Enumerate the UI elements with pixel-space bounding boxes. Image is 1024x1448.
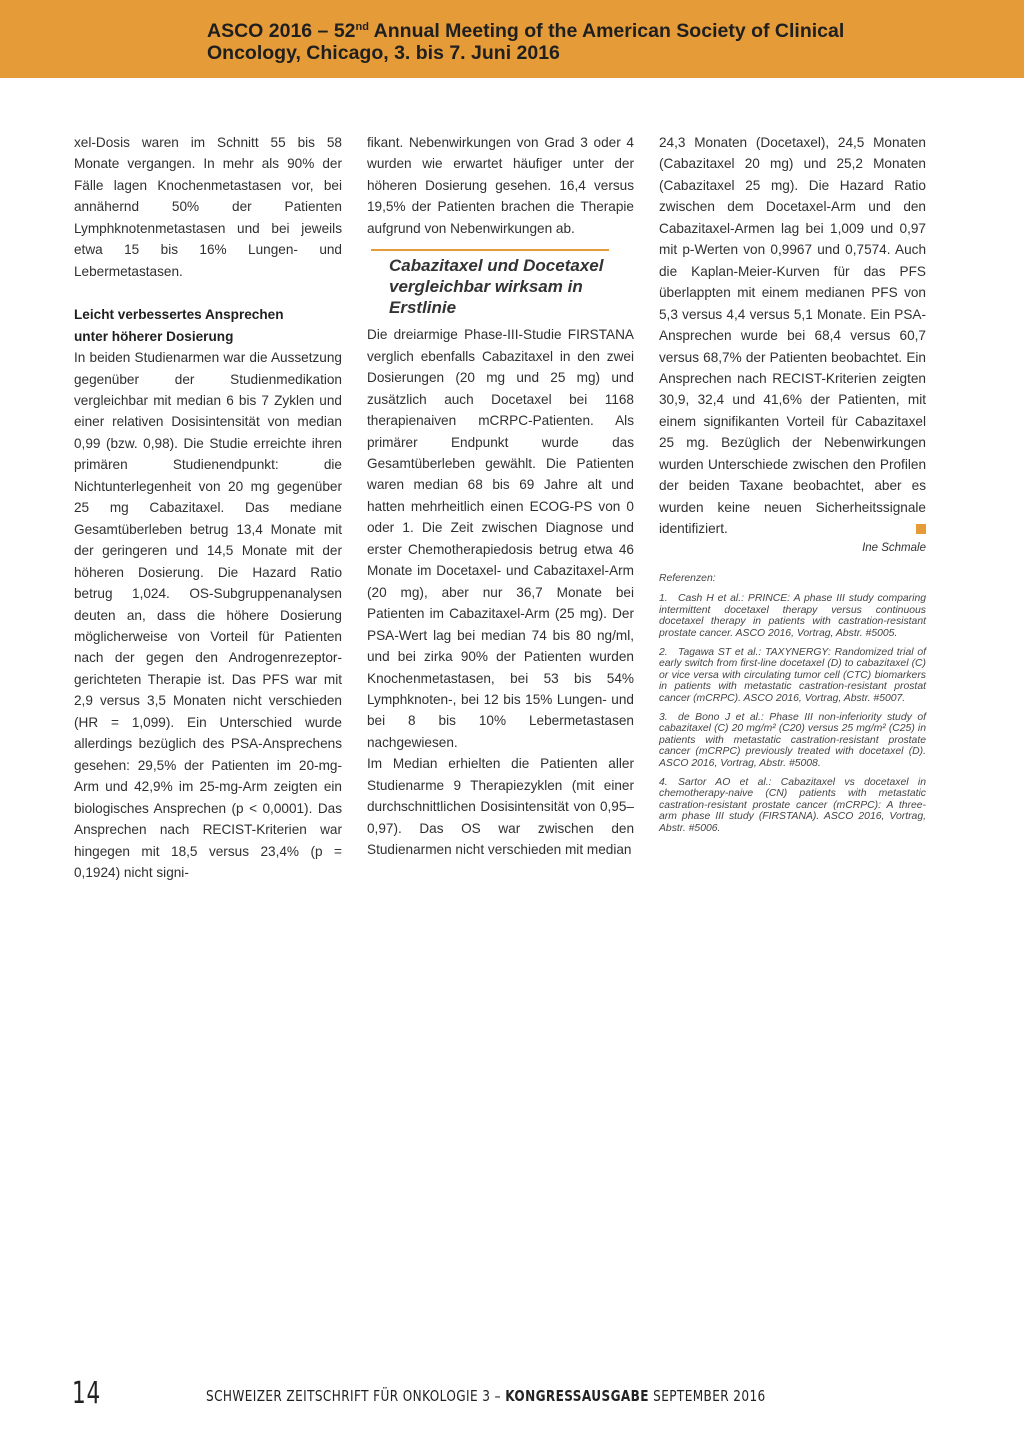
- journal-footer: [206, 1387, 830, 1405]
- reference-item: 3. de Bono J et al.: Phase III non-inferiority study of cabazitaxel (C) 20 mg/m² (C20) versus 25 mg/m² (C25) in patients with metastatic castration-resistant prostate cancer (mCRPC) previously treated with docetaxel (D). ASCO 2016, Vortrag, Abstr. #5008.: [659, 711, 926, 769]
- subheading: [74, 304, 342, 347]
- journal-date: SEPTEMBER 2016: [648, 1387, 766, 1405]
- text-column-2: [367, 132, 634, 861]
- section-highlight-heading: [389, 255, 634, 318]
- paragraph: [659, 132, 926, 540]
- highlight-line: Erstlinie: [389, 298, 457, 318]
- journal-edition: KONGRESSAUSGABE: [505, 1387, 649, 1405]
- subheading-line: unter höherer Dosierung: [74, 328, 234, 344]
- header-title-line1: [207, 20, 1007, 42]
- reference-item: 1. Cash H et al.: PRINCE: A phase III study comparing intermittent docetaxel therapy versus continuous docetaxel therapy in patients with castration-resistant prostate cancer. ASCO 2016, Vortrag, Abstr. #5005.: [659, 593, 926, 639]
- page-number: 14: [72, 1376, 101, 1411]
- paragraph: xel-Dosis waren im Schnitt 55 bis 58 Monate vergangen. In mehr als 90% der Fälle lagen Knochenmetastasen vor, bei annähernd 50% der Patienten Lymphknotenmetastasen und bei jeweils etwa 15 bis 16% Lungen- und Lebermetastasen.: [74, 135, 342, 279]
- header-title-superscript: nd: [355, 21, 369, 33]
- paragraph: fikant. Nebenwirkungen von Grad 3 oder 4 wurden wie erwartet häufiger unter der höheren Dosierung gesehen. 16,4 versus 19,5% der Patienten brachen die Therapie aufgrund von Nebenwirkungen ab.: [367, 135, 634, 236]
- header-title-part-b: Annual Meeting of the American Society of Clinical: [368, 20, 845, 42]
- reference-item: 4. Sartor AO et al.: Cabazitaxel vs docetaxel in chemotherapy-naive (CN) patients with metastatic castration-resistant prostate cancer (mCRPC): A three-arm phase III study (FIRSTANA). ASCO 2016, Vortrag, Abstr. #5006.: [659, 776, 926, 834]
- highlight-line: Cabazitaxel und Docetaxel: [389, 256, 604, 276]
- references: [659, 573, 926, 835]
- paragraph: Die dreiarmige Phase-III-Studie FIRSTANA verglich ebenfalls Cabazitaxel in den zwei Dosierungen (20 mg und 25 mg) und zusätzlich auch Docetaxel bei 1168 therapienaiven mCRPC-Patienten. Als primärer Endpunkt wurde das Gesamtüberleben gewählt. Die Patienten waren median 68 bis 69 Jahre alt und hatten mehrheitlich einen ECOG-PS von 0 oder 1. Die Zeit zwischen Diagnose und erster Chemotherapiedosis betrug etwa 46 Monate im Docetaxel- und Cabazitaxel-Arm (20 mg), aber nur 36,7 Monate bei Patienten im Cabazitaxel-Arm (25 mg). Der PSA-Wert lag bei median 74 bis 80 ng/ml, und bei zirka 90% der Patienten wurden Knochenmetastasen, bei 53 bis 54% Lymphknoten-, bei 12 bis 15% Lungen- und bei 8 bis 10% Lebermetastasen nachgewiesen.: [367, 327, 634, 750]
- text-column-1: [74, 132, 342, 883]
- references-label: Referenzen:: [659, 572, 716, 584]
- text-column-3: [659, 132, 926, 841]
- highlight-rule: [371, 249, 609, 251]
- end-of-article-square-icon: [916, 524, 926, 534]
- paragraph: In beiden Studienarmen war die Aussetzung gegenüber der Studienmedikation vergleichbar mit median 6 bis 7 Zyklen und einer relativen Dosisintensität von median 0,99 (bzw. 0,98). Die Studie erreichte ihren primären Studienendpunkt: die Nichtunterlegenheit von 20 mg gegenüber 25 mg Cabazitaxel. Das mediane Gesamtüberleben betrug 13,4 Monate mit der geringeren und 14,5 Monate mit der höheren Dosierung. Die Hazard Ratio betrug 1,024. OS-Subgruppenanalysen deuten an, dass die höhere Dosierung möglicherweise von Vorteil für Patienten nach der gegen den Androgenrezeptor-gerichteten Therapie ist. Das PFS war mit 2,9 versus 3,5 Monaten nicht verschieden (HR = 1,099). Ein Unterschied wurde allerdings bezüglich des PSA-Ansprechens gesehen: 29,5% der Patienten im 20-mg-Arm und 42,9% im 25-mg-Arm zeigten ein biologisches Ansprechen (p < 0,0001). Das Ansprechen nach RECIST-Kriterien war hingegen mit 18,5 versus 23,4% (p = 0,1924) nicht signi-: [74, 350, 342, 880]
- paragraph: Im Median erhielten die Patienten aller Studienarme 9 Therapiezyklen (mit einer durchschnittlichen Dosisintensität von 0,95–0,97). Das OS war zwischen den Studienarmen nicht verschieden mit median: [367, 756, 634, 858]
- reference-item: 2. Tagawa ST et al.: TAXYNERGY: Randomized trial of early switch from first-line docetaxel (D) to cabazitaxel (C) or vice versa with circulating tumor cell (CTC) biomarkers in patients with metastatic castration-resistant prostat cancer (mCRPC). ASCO 2016, Vortrag, Abstr. #5007.: [659, 646, 926, 704]
- header-title-line2: Oncology, Chicago, 3. bis 7. Juni 2016: [207, 42, 560, 64]
- paragraph-text: 24,3 Monaten (Docetaxel), 24,5 Monaten (Cabazitaxel 20 mg) und 25,2 Monaten (Cabazitaxel 25 mg). Die Hazard Ratio zwischen dem Docetaxel-Arm und den Cabazitaxel-Armen lag bei 1,009 und 0,97 mit p-Werten von 0,9967 und 0,7574. Auch die Kaplan-Meier-Kurven für das PFS überlappten mit einem medianen PFS von 5,3 versus 4,4 versus 5,1 Monate. Ein PSA-Ansprechen wurde bei 68,4 versus 60,7 versus 68,7% der Patienten beobachtet. Ein Ansprechen nach RECIST-Kriterien zeigten 30,9, 32,4 und 41,6% der Patienten, mit einem signifikanten Vorteil für Cabazitaxel 25 mg. Bezüglich der Nebenwirkungen wurden Unterschiede zwischen den Profilen der beiden Taxane beobachtet, aber es wurden keine neuen Sicherheitssignale identifiziert.: [659, 135, 926, 537]
- header-title-part-a: ASCO 2016 – 52: [207, 20, 356, 42]
- subheading-line: Leicht verbessertes Ansprechen: [74, 307, 284, 323]
- journal-name: SCHWEIZER ZEITSCHRIFT FÜR ONKOLOGIE 3 –: [206, 1387, 506, 1405]
- running-header-title: [207, 20, 1007, 64]
- highlight-line: vergleichbar wirksam in: [389, 277, 583, 297]
- author-name: Ine Schmale: [862, 541, 926, 554]
